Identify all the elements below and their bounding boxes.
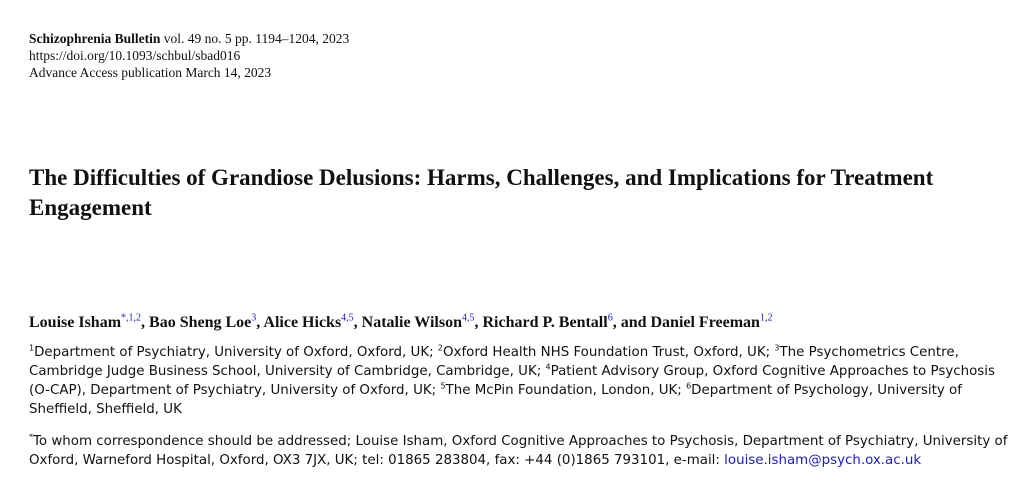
author-name: Bao Sheng Loe	[149, 314, 252, 331]
affiliation-text: Patient Advisory Group, Oxford Cognitive Approaches to Psychosis (O-CAP), Department of Psychiatry, University of Oxford, UK;	[29, 364, 995, 398]
affiliation-text: Department of Psychology, University of Sheffield, Sheffield, UK	[29, 383, 962, 417]
affiliation-number: 4	[545, 362, 551, 372]
correspondence-text: To whom correspondence should be addressed; Louise Isham, Oxford Cognitive Approaches to Psychosis, Department of Psychiatry, University of Oxford, Warneford Hospital, Oxford, OX3 7JX, UK; tel: 01865 283804, fax: +44 (0)1865 793101, e-mail:	[29, 434, 1008, 468]
author-separator: , and	[612, 314, 651, 331]
author-name: Daniel Freeman	[650, 314, 760, 331]
author-separator: ,	[474, 314, 483, 331]
affiliation-text: Department of Psychiatry, University of Oxford, Oxford, UK;	[34, 345, 438, 360]
author-separator: ,	[141, 314, 150, 331]
author-affiliation-ref[interactable]: 1,2	[759, 312, 773, 324]
affiliation-text: The McPin Foundation, London, UK;	[445, 383, 687, 398]
volume-pages-year: vol. 49 no. 5 pp. 1194–1204, 2023	[160, 31, 350, 46]
author-name: Natalie Wilson	[361, 314, 462, 331]
affiliation-text: Oxford Health NHS Foundation Trust, Oxford, UK;	[442, 345, 775, 360]
correspondence-marker: *	[29, 432, 33, 442]
affiliation-number: 5	[440, 381, 446, 391]
affiliation-number: 6	[686, 381, 692, 391]
advance-access-date: Advance Access publication March 14, 2023	[29, 65, 272, 80]
author-affiliation-ref[interactable]: *,1,2	[121, 312, 142, 324]
affiliations	[29, 343, 1014, 419]
correspondence-note	[29, 432, 1014, 470]
author-separator: ,	[256, 314, 264, 331]
affiliation-number: 3	[774, 343, 780, 353]
author-list	[29, 312, 772, 334]
author-separator: ,	[353, 314, 362, 331]
author-name: Richard P. Bentall	[482, 314, 608, 331]
author-affiliation-ref[interactable]: 6	[607, 312, 613, 324]
author-affiliation-ref[interactable]: 3	[251, 312, 257, 324]
author-affiliation-ref[interactable]: 4,5	[341, 312, 354, 324]
citation-line	[29, 30, 349, 47]
journal-name: Schizophrenia Bulletin	[29, 31, 161, 46]
affiliation-text: The Psychometrics Centre, Cambridge Judge Business School, University of Cambridge, Cambridge, UK;	[29, 345, 959, 379]
author-name: Louise Isham	[29, 314, 122, 331]
article-title: The Difficulties of Grandiose Delusions: Harms, Challenges, and Implications for Treatment Engagement	[29, 165, 934, 220]
doi-link[interactable]: https://doi.org/10.1093/schbul/sbad016	[29, 48, 241, 63]
author-name: Alice Hicks	[263, 314, 342, 331]
citation-header	[29, 30, 349, 81]
affiliation-number: 1	[29, 343, 35, 353]
email-link[interactable]: louise.isham@psych.ox.ac.uk	[724, 453, 922, 468]
author-affiliation-ref[interactable]: 4,5	[461, 312, 475, 324]
affiliation-number: 2	[437, 343, 443, 353]
